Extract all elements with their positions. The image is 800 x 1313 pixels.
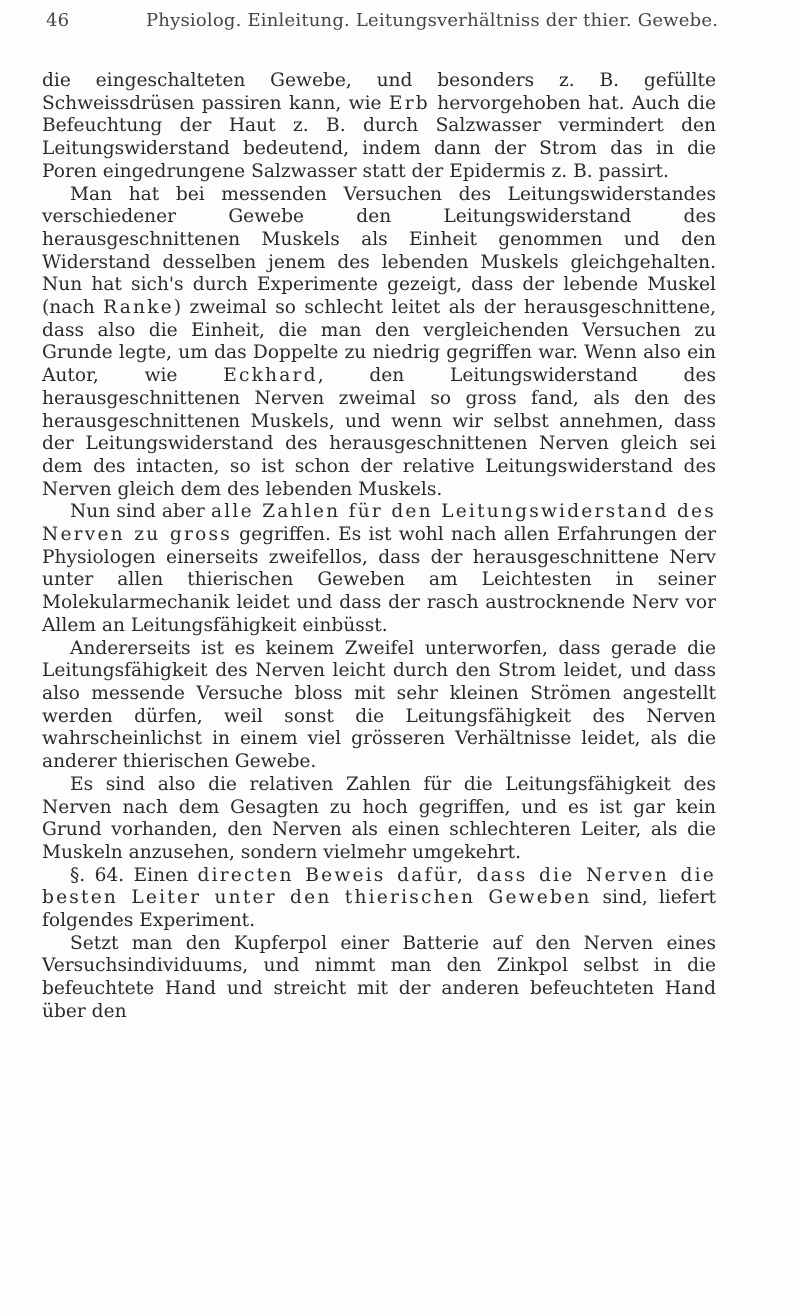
text-segment: Andererseits ist es keinem Zweifel unterworfen, dass gerade die Leitungsfähigkeit des Nerven leicht durch den Strom leidet, und dass also messende Versuche bloss mit sehr kleinen Strömen angestellt werden dürfen, weil sonst die Leitungsfähigkeit des Nerven wahrscheinlichst in einem viel grösseren Verhältnisse leidet, als die anderer thierischen Gewebe. [42, 637, 716, 773]
paragraph-7 [42, 933, 716, 1024]
text-segment: ) zweimal so schlecht leitet als der herausgeschnittene, dass also die Einheit, die man den vergleichenden Versuchen zu Grunde legte, um das Doppelte zu niedrig gegriffen war. Wenn also ein Autor, wie [42, 297, 716, 387]
text-segment: sind, liefert folgendes Experiment. [42, 887, 716, 932]
text-segment: Setzt man den Kupferpol einer Batterie auf den Nerven eines Versuchsindividuums, und nimmt man den Zinkpol selbst in die befeuchtete Hand und streicht mit der anderen befeuchteten Hand über den [42, 932, 716, 1022]
paragraph-4 [42, 638, 716, 774]
text-segment: gegriffen. Es ist wohl nach allen Erfahrungen der Physiologen einerseits zweifellos, dass der herausgeschnittene Nerv unter allen thierischen Geweben am Leichtesten in seiner Molekularmechanik leidet und dass der rasch austrocknende Nerv vor Allem an Leitungsfähigkeit einbüsst. [42, 524, 716, 636]
body-text [42, 70, 716, 1024]
page-header [46, 10, 726, 40]
paragraph-1 [42, 70, 716, 184]
text-segment: , den Leitungswiderstand des herausgeschnittenen Nerven zweimal so gross fand, als den des herausgeschnittenen Muskels, und wenn wir selbst annehmen, dass der Leitungswiderstand des herausgeschnittenen Nerven gleich sei dem des intacten, so ist schon der relative Leitungswiderstand des Nerven gleich dem des lebenden Muskels. [42, 365, 716, 500]
text-segment: §. 64. Einen [70, 864, 198, 886]
page-number: 46 [46, 10, 70, 31]
emphasis-text: alle Zahlen für den Leitungswiderstand des Nerven zu gross [42, 501, 716, 546]
emphasis-text: directen Beweis dafür, dass die Nerven die besten Leiter unter den thierischen Geweben [42, 864, 716, 909]
text-segment: Es sind also die relativen Zahlen für die Leitungsfähigkeit des Nerven nach dem Gesagten zu hoch gegriffen, und es ist gar kein Grund vorhanden, den Nerven als einen schlechteren Leiter, als die Muskeln anzusehen, sondern vielmehr umgekehrt. [42, 773, 716, 863]
author-name-erb: Erb [388, 92, 430, 114]
paragraph-6 [42, 865, 716, 933]
text-segment: die eingeschalteten Gewebe, und besonders z. B. gefüllte Schweissdrüsen passiren kann, wie [42, 70, 716, 114]
paragraph-2 [42, 184, 716, 502]
text-segment: Man hat bei messenden Versuchen des Leitungswiderstandes verschiedener Gewebe den Leitungswiderstand des herausgeschnittenen Muskels als Einheit genommen und den Widerstand desselben jenem des lebenden Muskels gleichgehalten. Nun hat sich's durch Experimente gezeigt, dass der lebende Muskel (nach [42, 183, 716, 319]
text-segment: hervorgehoben hat. Auch die Befeuchtung der Haut z. B. durch Salzwasser vermindert den Leitungswiderstand bedeutend, indem dann der Strom das in die Poren eingedrungene Salzwasser statt der Epidermis z. B. passirt. [42, 92, 716, 182]
running-title: Physiolog. Einleitung. Leitungsverhältniss der thier. Gewebe. [146, 10, 719, 31]
text-segment: Nun sind aber [70, 501, 211, 523]
author-name-eckhard: Eckhard [223, 365, 318, 387]
paragraph-3 [42, 501, 716, 637]
author-name-ranke: Ranke [103, 297, 174, 319]
paragraph-5 [42, 774, 716, 865]
